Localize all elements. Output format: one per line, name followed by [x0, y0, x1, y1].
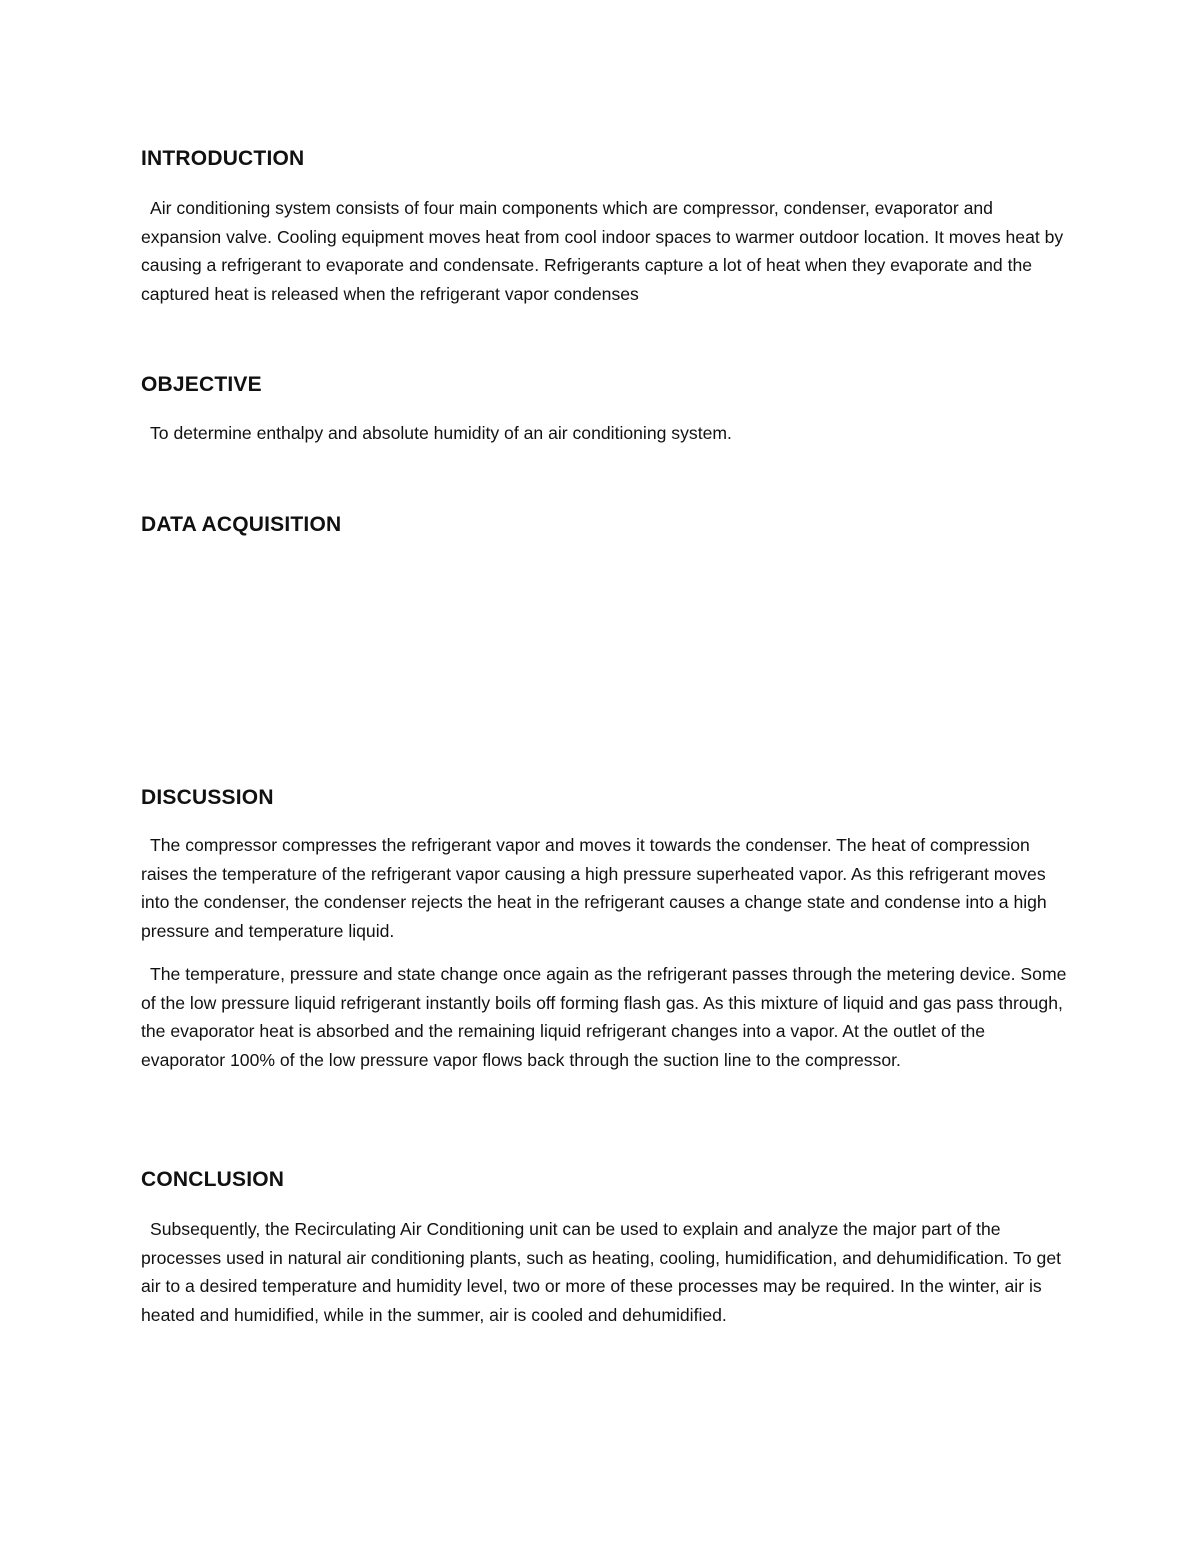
discussion-paragraph: The compressor compresses the refrigerant vapor and moves it towards the condenser. The heat of compression raises the temperature of the refrigerant vapor causing a high pressure superheated vapor. As this refrigerant moves into the condenser, the condenser rejects the heat in the refrigerant causes a change state and condense into a high pressure and temperature liquid. [141, 835, 1047, 941]
objective-paragraph: To determine enthalpy and absolute humidity of an air conditioning system. [150, 423, 732, 443]
discussion-paragraph: The temperature, pressure and state change once again as the refrigerant passes through the metering device. Some of the low pressure liquid refrigerant instantly boils off forming flash gas. As this mixture of liquid and gas pass through, the evaporator heat is absorbed and the remaining liquid refrigerant changes into a vapor. At the outlet of the evaporator 100% of the low pressure vapor flows back through the suction line to the compressor. [141, 964, 1067, 1070]
discussion-heading: DISCUSSION [141, 786, 274, 809]
conclusion-heading: CONCLUSION [141, 1168, 285, 1191]
introduction-paragraph: Air conditioning system consists of four main components which are compressor, condenser, evaporator and expansion valve. Cooling equipment moves heat from cool indoor spaces to warmer outdoor location. It moves heat by causing a refrigerant to evaporate and condensate. Refrigerants capture a lot of heat when they evaporate and the captured heat is released when the refrigerant vapor condenses [141, 198, 1064, 304]
introduction-heading: INTRODUCTION [141, 147, 305, 170]
objective-heading: OBJECTIVE [141, 373, 262, 396]
conclusion-paragraph: Subsequently, the Recirculating Air Conditioning unit can be used to explain and analyze the major part of the processes used in natural air conditioning plants, such as heating, cooling, humidification, and dehumidification. To get air to a desired temperature and humidity level, two or more of these processes may be required. In the winter, air is heated and humidified, while in the summer, air is cooled and dehumidified. [141, 1219, 1062, 1325]
data-acquisition-heading: DATA ACQUISITION [141, 513, 342, 536]
